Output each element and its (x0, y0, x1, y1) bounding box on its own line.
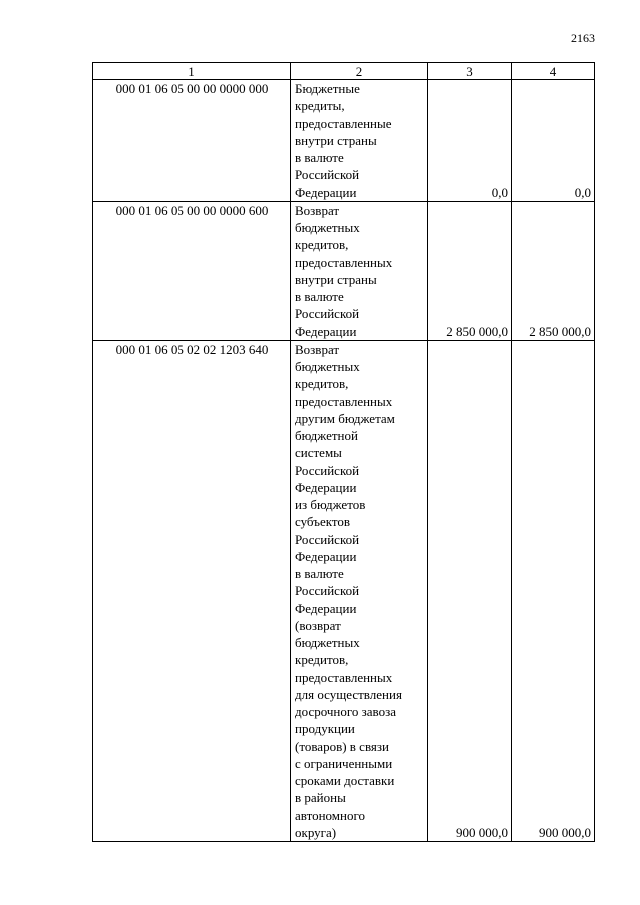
description-line: кредиты, (295, 98, 345, 114)
description-line: Федерации (295, 479, 357, 495)
description-line: предоставленных (295, 254, 393, 270)
amount-col3-cell: 2 850 000,0 (428, 201, 512, 340)
description-line: Российской (295, 167, 360, 183)
budget-table (92, 62, 595, 842)
description-line: округа) (295, 824, 337, 840)
column-header-3: 3 (428, 63, 512, 80)
description-line: для осуществления (295, 686, 402, 702)
description-line: предоставленных (295, 393, 393, 409)
description-line: предоставленных (295, 669, 393, 685)
table-body (93, 80, 595, 842)
description-line: (товаров) в связи (295, 738, 389, 754)
description-cell (291, 340, 428, 841)
table-row (93, 80, 595, 202)
column-header-4: 4 (512, 63, 595, 80)
description-line: бюджетных (295, 635, 360, 650)
description-line: Российской (295, 462, 360, 478)
description-line: субъектов (295, 514, 351, 530)
description-cell (291, 80, 428, 202)
description-line: Федерации (295, 323, 357, 339)
column-header-2: 2 (291, 63, 428, 80)
description-line: досрочного завоза (295, 704, 396, 719)
description-line: кредитов, (295, 652, 349, 668)
description-line: бюджетных (295, 359, 360, 374)
description-cell (291, 201, 428, 340)
description-line: Федерации (295, 600, 357, 616)
description-line: Возврат (295, 341, 340, 357)
description-line: в районы (295, 790, 346, 806)
description-line: другим бюджетам (295, 410, 395, 426)
amount-col3-cell: 0,0 (428, 80, 512, 202)
description-line: в валюте (295, 289, 344, 304)
column-header-1: 1 (93, 63, 291, 80)
description-line: Российской (295, 531, 360, 547)
description-line: кредитов, (295, 376, 349, 392)
description-line: системы (295, 445, 342, 461)
table-row (93, 340, 595, 841)
description-line: сроками доставки (295, 773, 395, 788)
budget-code-cell: 000 01 06 05 02 02 1203 640 (93, 340, 291, 841)
description-line: в валюте (295, 566, 344, 581)
budget-code-cell: 000 01 06 05 00 00 0000 600 (93, 201, 291, 340)
description-line: бюджетной (295, 428, 358, 443)
description-line: автономного (295, 807, 365, 823)
description-line: продукции (295, 721, 355, 737)
description-line: (возврат (295, 617, 341, 633)
description-line: Федерации (295, 548, 357, 564)
amount-col4-cell: 2 850 000,0 (512, 201, 595, 340)
description-line: в валюте (295, 150, 344, 165)
table-header-row (93, 63, 595, 80)
description-line: из бюджетов (295, 497, 366, 512)
description-line: Российской (295, 583, 360, 599)
amount-col3-cell: 900 000,0 (428, 340, 512, 841)
budget-code-cell: 000 01 06 05 00 00 0000 000 (93, 80, 291, 202)
table-row (93, 201, 595, 340)
description-line: Возврат (295, 202, 340, 218)
amount-col4-cell: 0,0 (512, 80, 595, 202)
description-line: внутри страны (295, 132, 377, 148)
page-number: 2163 (571, 31, 595, 45)
description-line: внутри страны (295, 271, 377, 287)
description-line: предоставленные (295, 115, 392, 131)
description-line: с ограниченными (295, 755, 393, 771)
description-line: Федерации (295, 184, 357, 200)
description-line: бюджетных (295, 220, 360, 235)
description-line: кредитов, (295, 237, 349, 253)
description-line: Бюджетные (295, 81, 360, 96)
amount-col4-cell: 900 000,0 (512, 340, 595, 841)
description-line: Российской (295, 306, 360, 322)
